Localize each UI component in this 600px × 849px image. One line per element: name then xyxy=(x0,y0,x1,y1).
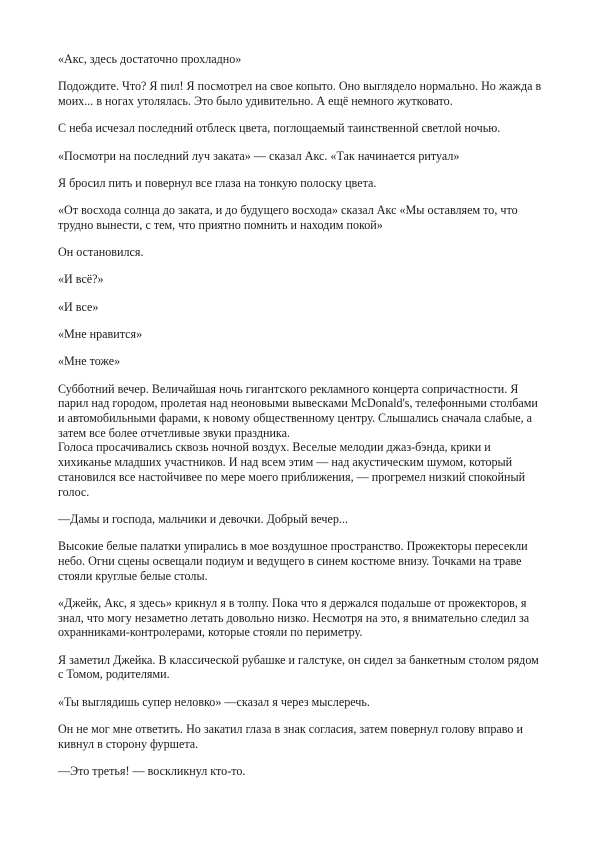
paragraph: Подождите. Что? Я пил! Я посмотрел на свое копыто. Оно выглядело нормально. Но жажда в моих... в ногах утолялась. Это было удивительно. А ещё немного жутковато. xyxy=(58,79,542,108)
paragraph: «Акс, здесь достаточно прохладно» xyxy=(58,52,242,66)
paragraph: Голоса просачивались сквозь ночной воздух. Веселые мелодии джаз-бэнда, крики и хихиканье младших участников. И над всем этим — над акустическим шумом, который становился все настойчивее по мере моего приближения, — прогремел низкий спокойный голос. xyxy=(58,440,526,499)
paragraph: «И всё?» xyxy=(58,272,104,287)
paragraph: С неба исчезал последний отблеск цвета, поглощаемый таинственной светлой ночью. xyxy=(58,121,501,136)
paragraph: «Мне нравится» xyxy=(58,327,143,342)
paragraph: «Посмотри на последний луч заката» — сказал Акс. «Так начинается ритуал» xyxy=(58,148,460,163)
paragraph: «И все» xyxy=(58,299,99,314)
paragraph: «Мне тоже» xyxy=(58,354,121,369)
paragraph: —Это третья! — воскликнул кто-то. xyxy=(58,763,246,778)
paragraph: Я бросил пить и повернул все глаза на тонкую полоску цвета. xyxy=(58,175,377,190)
paragraph: —Дамы и господа, мальчики и девочки. Добрый вечер... xyxy=(58,511,348,526)
paragraph: «От восхода солнца до заката, и до будущего восхода» сказал Акс «Мы оставляем то, что трудно вынести, с тем, что приятно помнить и находим покой» xyxy=(58,203,518,232)
paragraph: Высокие белые палатки упирались в мое воздушное пространство. Прожекторы пересекли небо. Огни сцены освещали подиум и ведущего в синем костюме внизу. Точками на траве стояли круглые белые столы. xyxy=(58,539,528,583)
paragraph: «Ты выглядишь супер неловко» —сказал я через мыслеречь. xyxy=(58,694,370,709)
paragraph: «Джейк, Акс, я здесь» крикнул я в толпу. Пока что я держался подальше от прожекторов, я знал, что могу незаметно летать довольно низко. Несмотря на это, я внимательно следил за охранниками-контролерами, которые стояли по периметру. xyxy=(58,595,530,640)
paragraph: Субботний вечер. Величайшая ночь гигантского рекламного концерта сопричастности. Я парил над городом, пролетая над неоновыми вывесками McDonald's, телефонными столбами и автомобильными фарами, к новому общественному центру. Слышались сначала слабые, а затем все более отчетливые звуки праздника. xyxy=(58,381,538,440)
paragraph: Он остановился. xyxy=(58,245,144,260)
document-page xyxy=(58,52,544,791)
paragraph: Он не мог мне ответить. Но закатил глаза в знак согласия, затем повернул голову вправо и кивнул в сторону фуршета. xyxy=(58,721,523,751)
paragraph: Я заметил Джейка. В классической рубашке и галстуке, он сидел за банкетным столом рядом с Томом, родителями. xyxy=(58,652,539,682)
